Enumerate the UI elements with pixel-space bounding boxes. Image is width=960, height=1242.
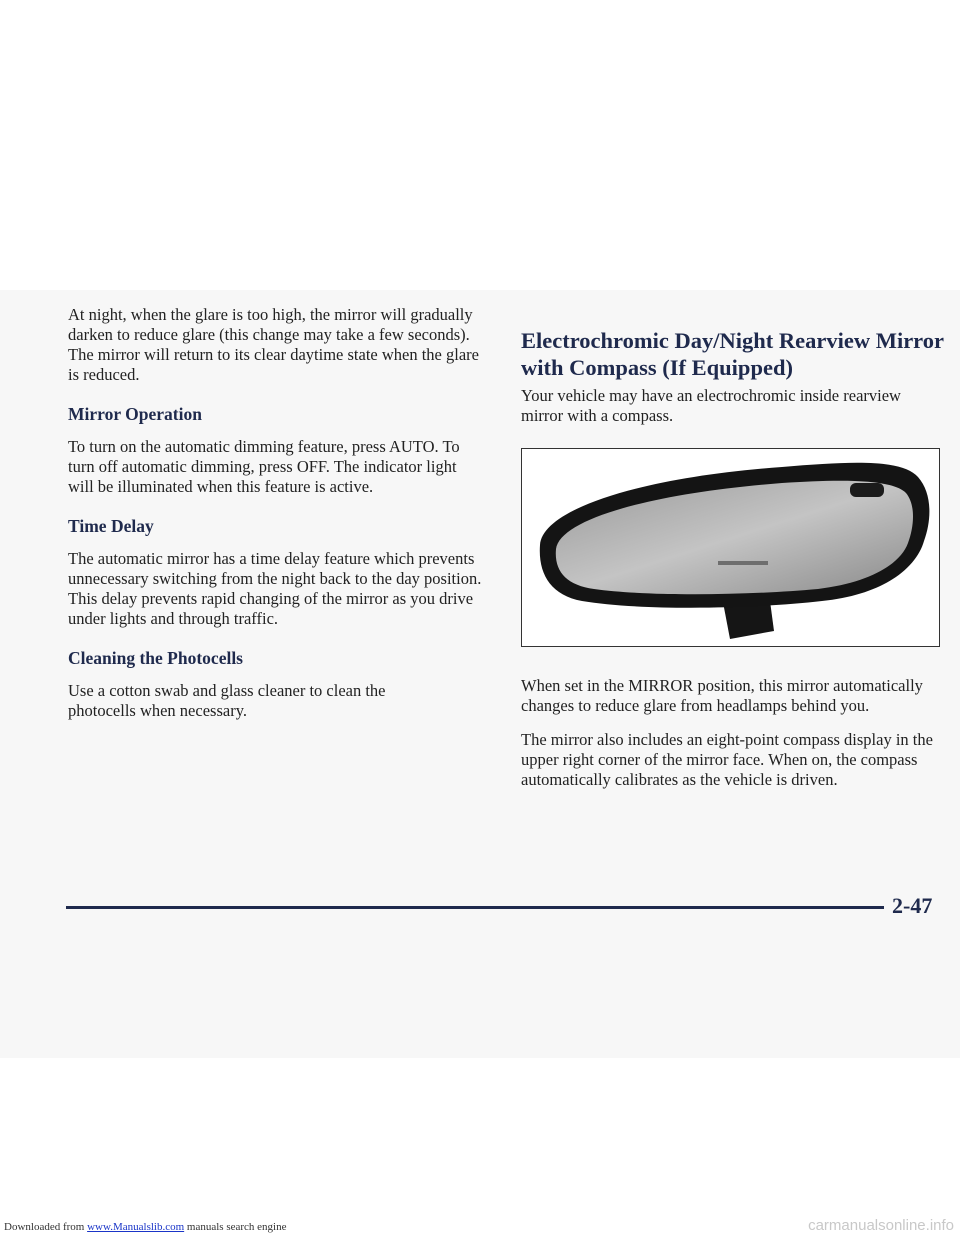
section-heading: Electrochromic Day/Night Rearview Mirror with Compass (If Equipped) bbox=[521, 328, 944, 380]
page-number: 2-47 bbox=[892, 893, 933, 918]
footer-prefix: Downloaded from bbox=[4, 1221, 85, 1233]
mirror-operation-heading: Mirror Operation bbox=[68, 404, 202, 424]
mirror-operation-text: To turn on the automatic dimming feature, press AUTO. To turn off automatic dimming, press OFF. The indicator light will be illuminated when this feature is active. bbox=[68, 437, 460, 496]
watermark: carmanualsonline.info bbox=[808, 1217, 954, 1234]
intro-paragraph: At night, when the glare is too high, the mirror will gradually darken to reduce glare (this change may take a few seconds). The mirror will return to its clear daytime state when the glare is reduced. bbox=[68, 305, 479, 384]
compass-text: The mirror also includes an eight-point compass display in the upper right corner of the mirror face. When on, the compass automatically calibrates as the vehicle is driven. bbox=[521, 730, 933, 789]
manualslib-link[interactable]: www.Manualslib.com bbox=[87, 1221, 185, 1233]
footer-rule bbox=[66, 906, 884, 909]
mirror-illustration bbox=[521, 448, 940, 647]
rearview-mirror-icon bbox=[522, 449, 938, 645]
right-column-body bbox=[521, 676, 933, 804]
download-footer bbox=[4, 1221, 286, 1233]
cleaning-heading: Cleaning the Photocells bbox=[68, 648, 243, 668]
cleaning-text: Use a cotton swab and glass cleaner to clean the photocells when necessary. bbox=[68, 681, 386, 720]
time-delay-text: The automatic mirror has a time delay feature which prevents unnecessary switching from the night back to the day position. This delay prevents rapid changing of the mirror as you drive under lights and through traffic. bbox=[68, 549, 482, 628]
time-delay-heading: Time Delay bbox=[68, 516, 154, 536]
left-column bbox=[68, 305, 488, 735]
footer-suffix: manuals search engine bbox=[186, 1221, 287, 1233]
section-intro: Your vehicle may have an electrochromic inside rearview mirror with a compass. bbox=[521, 386, 901, 425]
mirror-position-text: When set in the MIRROR position, this mirror automatically changes to reduce glare from headlamps behind you. bbox=[521, 676, 923, 715]
